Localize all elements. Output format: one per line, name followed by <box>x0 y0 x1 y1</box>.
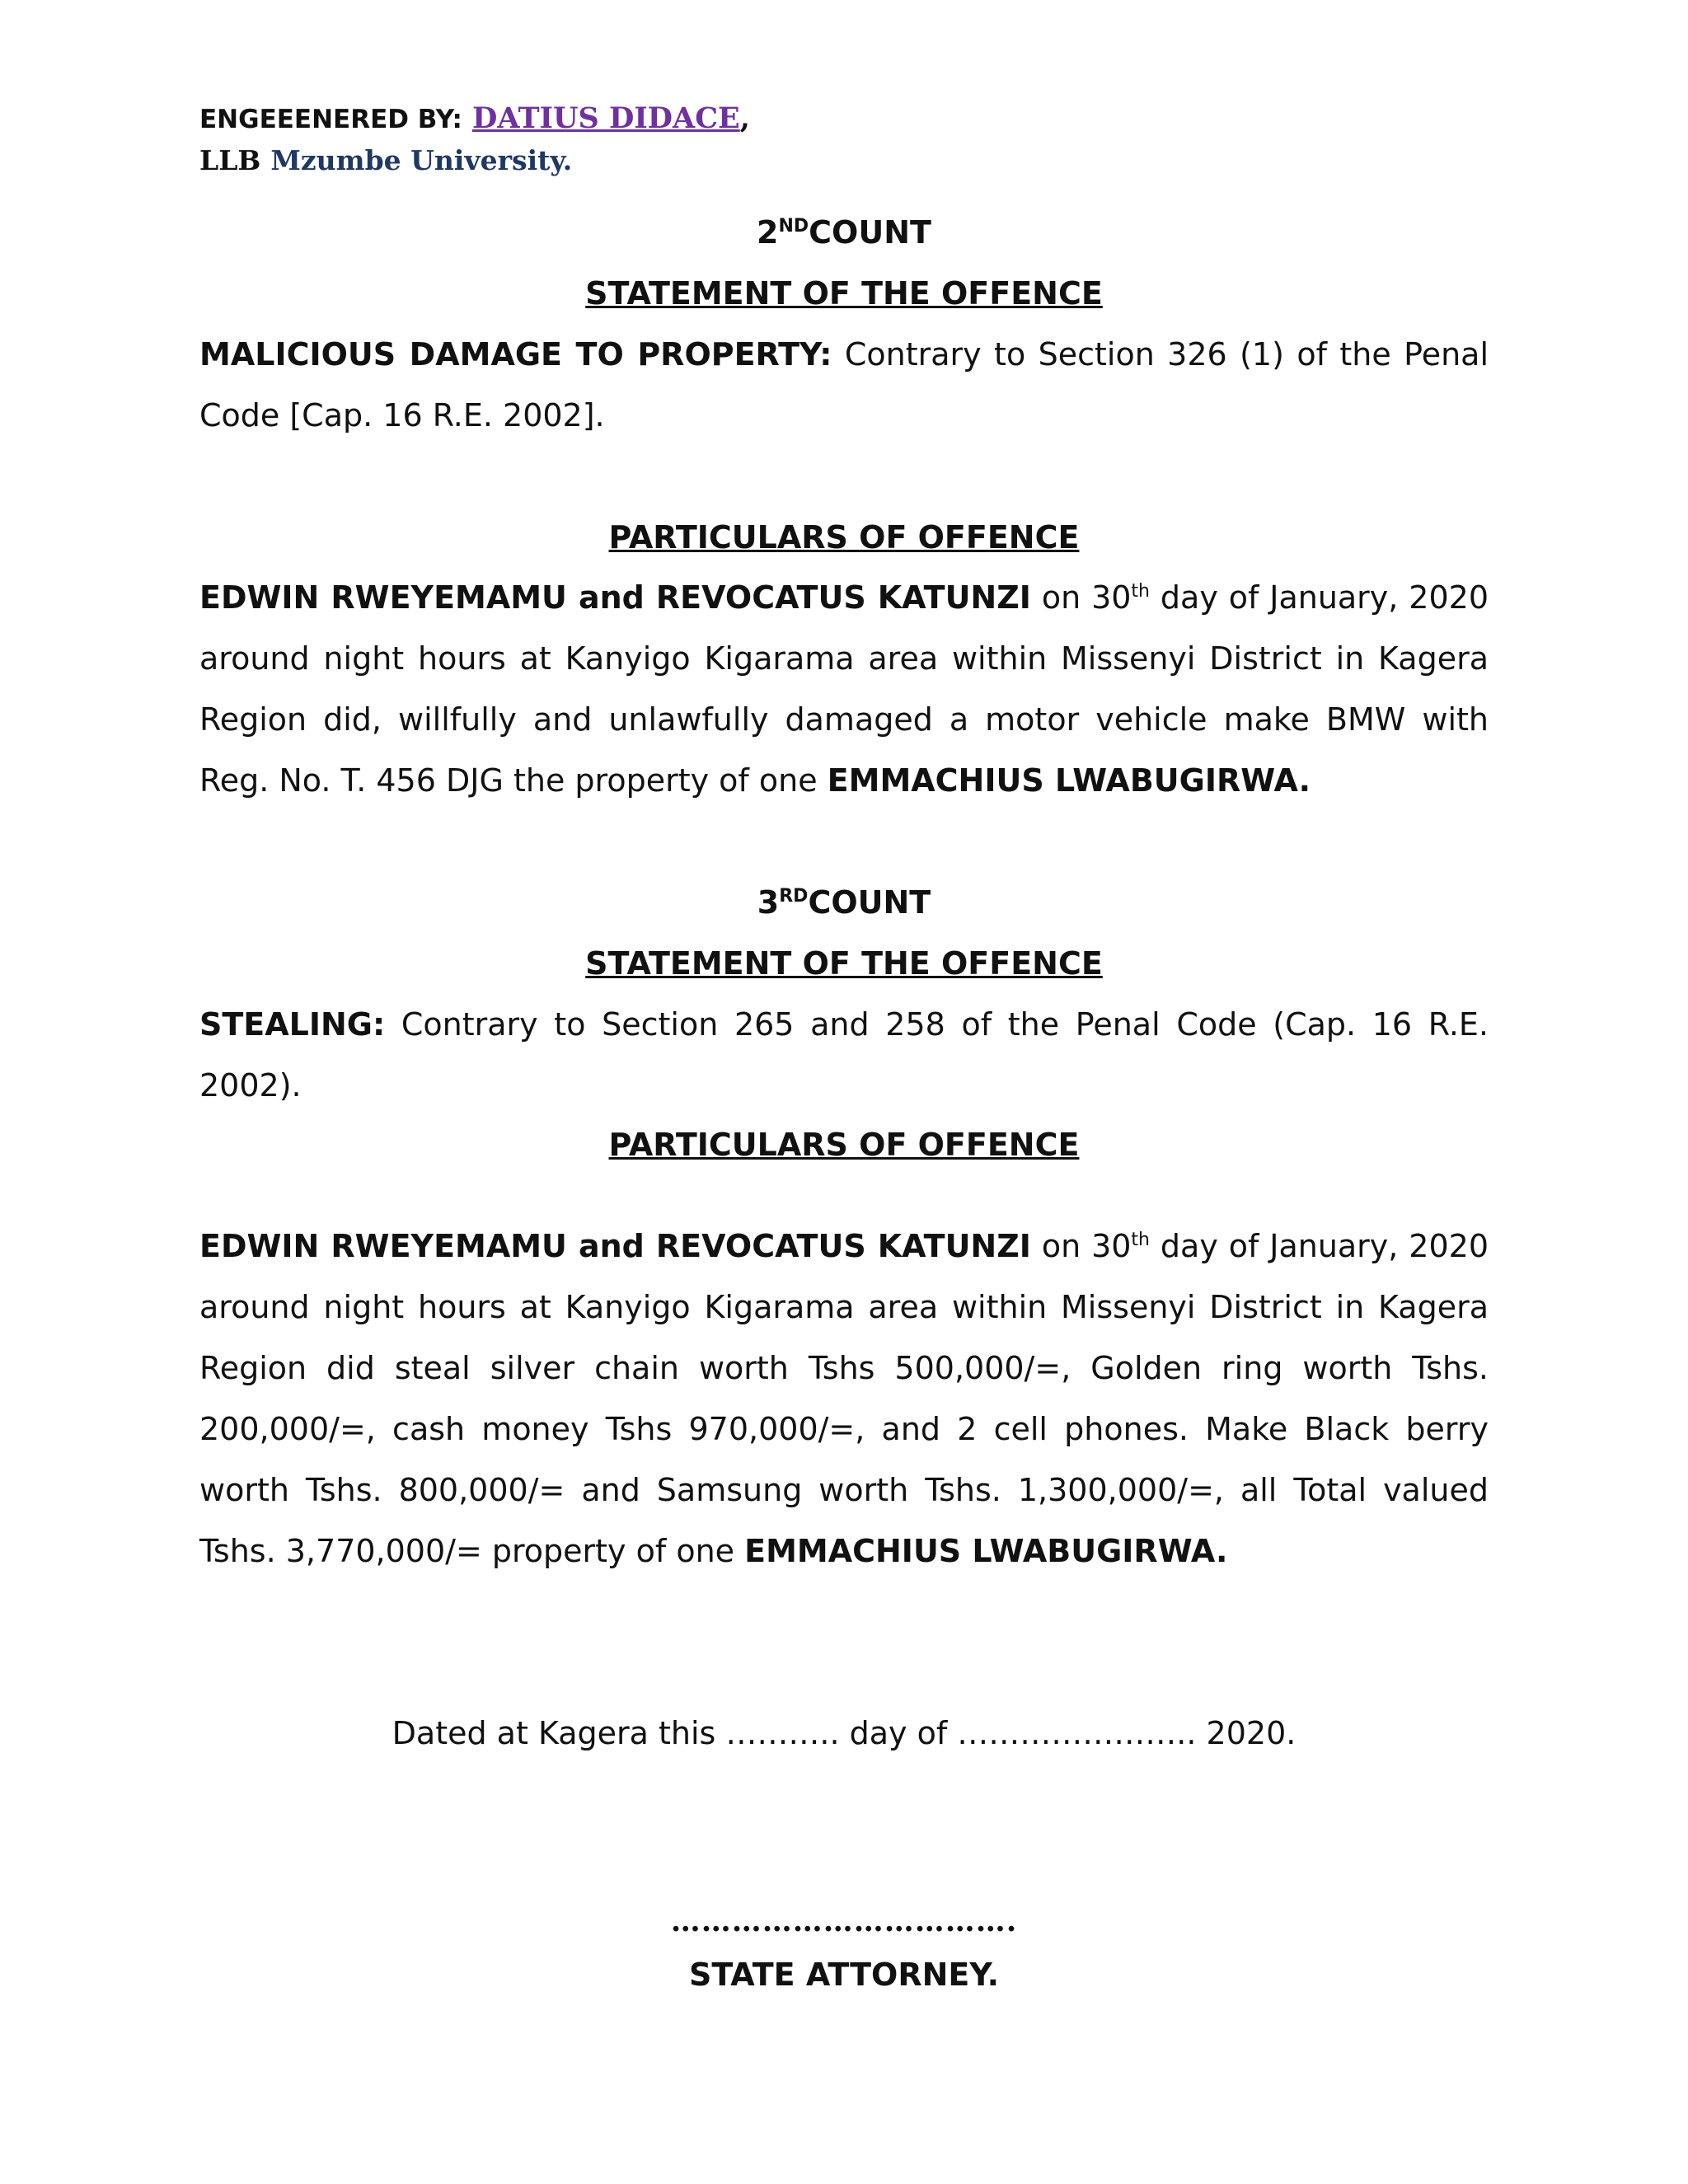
count-2-victim: EMMACHIUS LWABUGIRWA. <box>827 762 1311 799</box>
author-name-link[interactable]: DATIUS DIDACE <box>471 101 740 135</box>
count-2-statement-heading: STATEMENT OF THE OFFENCE <box>585 275 1103 312</box>
count-3-day-suffix: th <box>1131 1230 1150 1250</box>
count-2-on-date: on 30 <box>1030 579 1132 616</box>
count-2-number: 2 <box>757 214 779 251</box>
count-2-statement-text: Contrary to Section 326 (1) of the Penal Code [Cap. 16 R.E. 2002]. <box>199 336 1489 434</box>
count-2-statement <box>199 324 1489 446</box>
count-3-number: 3 <box>757 884 780 921</box>
count-2-particulars-text: day of January, 2020 around night hours at Kanyigo Kigarama area within Missenyi District in Kagera Region did, willfully and unlawfully damaged a motor vehicle make BMW with Reg. No. T. 456 DJG the property of one <box>199 579 1489 799</box>
count-3-victim: EMMACHIUS LWABUGIRWA. <box>744 1533 1228 1569</box>
engineered-by-line <box>199 97 750 139</box>
count-3-particulars-heading: PARTICULARS OF OFFENCE <box>608 1127 1080 1163</box>
count-2-offence-name: MALICIOUS DAMAGE TO PROPERTY: <box>199 336 832 373</box>
count-3-accused: EDWIN RWEYEMAMU and REVOCATUS KATUNZI <box>199 1228 1031 1264</box>
count-2-suffix: ND <box>778 216 809 237</box>
count-3-statement <box>199 994 1489 1116</box>
university-name: Mzumbe University. <box>270 144 573 176</box>
count-2-title <box>199 208 1489 257</box>
degree-label: LLB <box>199 144 261 176</box>
count-3-label: COUNT <box>808 884 931 921</box>
author-comma: , <box>739 101 750 135</box>
count-3-statement-heading: STATEMENT OF THE OFFENCE <box>585 945 1103 982</box>
count-2-day-suffix: th <box>1131 581 1150 602</box>
count-3-offence-name: STEALING: <box>199 1006 386 1043</box>
count-3-statement-text: Contrary to Section 265 and 258 of the Penal Code (Cap. 16 R.E. 2002). <box>199 1006 1489 1104</box>
count-2-label: COUNT <box>809 214 931 251</box>
count-3-on-date: on 30 <box>1030 1228 1132 1264</box>
count-3-title <box>199 878 1489 927</box>
count-3-suffix: RD <box>779 886 809 907</box>
author-credit <box>199 97 750 180</box>
engineered-by-label: ENGEEENERED BY: <box>199 105 462 134</box>
count-2-particulars-heading: PARTICULARS OF OFFENCE <box>608 519 1080 555</box>
dated-line: Dated at Kagera this ……….. day of ………………….. 2020. <box>392 1715 1296 1751</box>
count-3-particulars <box>199 1216 1489 1582</box>
count-3-particulars-text: day of January, 2020 around night hours at Kanyigo Kigarama area within Missenyi District in Kagera Region did steal silver chain worth Tshs 500,000/=, Golden ring worth Tshs. 200,000/=, cash money Tshs 970,000/=, and 2 cell phones. Make Black berry worth Tshs. 800,000/= and Samsung worth Tshs. 1,300,000/=, all Total valued Tshs. 3,770,000/= property of one <box>199 1228 1489 1569</box>
signatory-title: STATE ATTORNEY. <box>688 1957 1000 1993</box>
university-line <box>199 139 750 180</box>
count-2-accused: EDWIN RWEYEMAMU and REVOCATUS KATUNZI <box>199 579 1031 616</box>
signature-line: ……………………………. <box>670 1904 1018 1938</box>
count-2-particulars <box>199 567 1489 811</box>
